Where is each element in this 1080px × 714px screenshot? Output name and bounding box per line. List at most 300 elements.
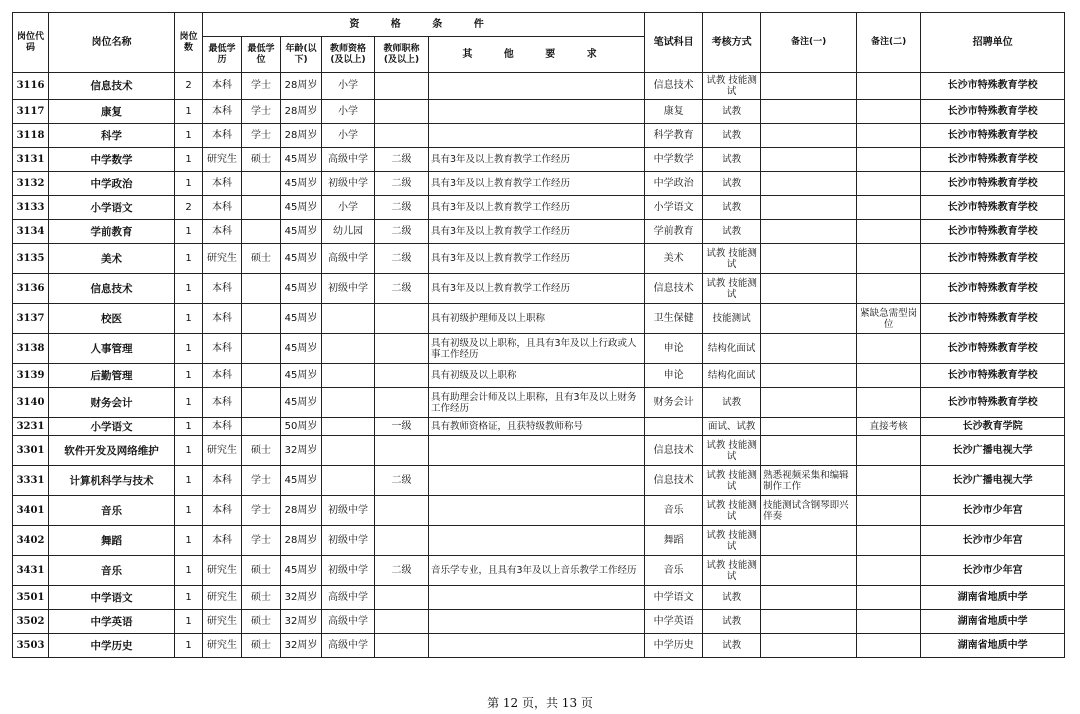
cell-unit: 长沙市特殊教育学校 — [921, 274, 1065, 304]
cell-name: 计算机科学与技术 — [49, 466, 175, 496]
cell-unit: 长沙广播电视大学 — [921, 466, 1065, 496]
cell-title — [375, 73, 429, 100]
cell-age: 28周岁 — [281, 526, 322, 556]
cell-cert — [322, 466, 375, 496]
cell-exam: 中学政治 — [645, 172, 703, 196]
cell-title: 二级 — [375, 274, 429, 304]
cell-note1 — [761, 388, 857, 418]
cell-note1 — [761, 124, 857, 148]
cell-unit: 长沙市少年宫 — [921, 496, 1065, 526]
cell-note1: 熟悉视频采集和编辑制作工作 — [761, 466, 857, 496]
cell-method: 试教 技能测试 — [703, 466, 761, 496]
cell-note1 — [761, 73, 857, 100]
table-row — [13, 610, 1065, 634]
cell-age: 45周岁 — [281, 196, 322, 220]
cell-exam: 信息技术 — [645, 274, 703, 304]
cell-unit: 长沙市少年宫 — [921, 556, 1065, 586]
cell-age: 45周岁 — [281, 364, 322, 388]
header-other: 其 他 要 求 — [429, 37, 645, 73]
cell-code: 3117 — [13, 100, 49, 124]
cell-exam: 舞蹈 — [645, 526, 703, 556]
cell-note2 — [857, 334, 921, 364]
cell-degree — [242, 364, 281, 388]
cell-method: 试教 — [703, 172, 761, 196]
cell-age: 32周岁 — [281, 634, 322, 658]
cell-method: 结构化面试 — [703, 364, 761, 388]
cell-note1 — [761, 220, 857, 244]
cell-edu: 本科 — [203, 364, 242, 388]
cell-cert: 初级中学 — [322, 172, 375, 196]
header-degree: 最低学位 — [242, 37, 281, 73]
cell-cert: 幼儿园 — [322, 220, 375, 244]
cell-name: 康复 — [49, 100, 175, 124]
cell-method: 试教 技能测试 — [703, 73, 761, 100]
cell-note2 — [857, 610, 921, 634]
cell-note2 — [857, 586, 921, 610]
cell-name: 中学英语 — [49, 610, 175, 634]
cell-edu: 本科 — [203, 73, 242, 100]
cell-exam — [645, 418, 703, 436]
table-row — [13, 172, 1065, 196]
cell-note1: 技能测试含钢琴即兴伴奏 — [761, 496, 857, 526]
cell-note1 — [761, 274, 857, 304]
cell-name: 后勤管理 — [49, 364, 175, 388]
cell-note2 — [857, 244, 921, 274]
cell-note1 — [761, 244, 857, 274]
table-row — [13, 586, 1065, 610]
cell-code: 3331 — [13, 466, 49, 496]
cell-edu: 研究生 — [203, 436, 242, 466]
header-note1: 备注(一) — [761, 13, 857, 73]
cell-degree: 硕士 — [242, 556, 281, 586]
cell-cert: 高级中学 — [322, 586, 375, 610]
table-row — [13, 418, 1065, 436]
cell-edu: 研究生 — [203, 244, 242, 274]
cell-exam: 申论 — [645, 334, 703, 364]
cell-note1 — [761, 364, 857, 388]
cell-note1 — [761, 304, 857, 334]
cell-degree: 学士 — [242, 526, 281, 556]
cell-count: 1 — [175, 436, 203, 466]
cell-method: 面试、试教 — [703, 418, 761, 436]
cell-unit: 长沙市特殊教育学校 — [921, 73, 1065, 100]
cell-title: 二级 — [375, 196, 429, 220]
cell-title — [375, 436, 429, 466]
cell-code: 3118 — [13, 124, 49, 148]
cell-other — [429, 610, 645, 634]
cell-exam: 信息技术 — [645, 466, 703, 496]
cell-code: 3431 — [13, 556, 49, 586]
cell-cert: 初级中学 — [322, 274, 375, 304]
cell-method: 试教 — [703, 124, 761, 148]
cell-note1 — [761, 556, 857, 586]
cell-code: 3301 — [13, 436, 49, 466]
cell-age: 45周岁 — [281, 220, 322, 244]
header-age: 年龄(以下) — [281, 37, 322, 73]
table-row — [13, 100, 1065, 124]
cell-note1 — [761, 196, 857, 220]
cell-unit: 长沙市少年宫 — [921, 526, 1065, 556]
cell-name: 音乐 — [49, 556, 175, 586]
cell-title: 二级 — [375, 466, 429, 496]
header-exam: 笔试科目 — [645, 13, 703, 73]
cell-degree: 硕士 — [242, 634, 281, 658]
cell-unit: 湖南省地质中学 — [921, 610, 1065, 634]
table-row — [13, 304, 1065, 334]
cell-unit: 长沙市特殊教育学校 — [921, 124, 1065, 148]
cell-title: 二级 — [375, 220, 429, 244]
cell-code: 3136 — [13, 274, 49, 304]
cell-code: 3501 — [13, 586, 49, 610]
cell-exam: 中学语文 — [645, 586, 703, 610]
cell-exam: 学前教育 — [645, 220, 703, 244]
cell-age: 45周岁 — [281, 148, 322, 172]
cell-other: 具有3年及以上教育教学工作经历 — [429, 220, 645, 244]
cell-count: 1 — [175, 388, 203, 418]
cell-note1 — [761, 634, 857, 658]
cell-name: 舞蹈 — [49, 526, 175, 556]
cell-other: 具有3年及以上教育教学工作经历 — [429, 196, 645, 220]
cell-edu: 本科 — [203, 526, 242, 556]
cell-code: 3135 — [13, 244, 49, 274]
cell-note1 — [761, 526, 857, 556]
cell-cert — [322, 364, 375, 388]
cell-note2 — [857, 100, 921, 124]
header-method: 考核方式 — [703, 13, 761, 73]
cell-cert: 初级中学 — [322, 526, 375, 556]
cell-title: 二级 — [375, 172, 429, 196]
cell-method: 试教 — [703, 148, 761, 172]
table-row — [13, 436, 1065, 466]
cell-note2 — [857, 274, 921, 304]
cell-note2 — [857, 124, 921, 148]
cell-count: 1 — [175, 172, 203, 196]
cell-title: 一级 — [375, 418, 429, 436]
table-row — [13, 148, 1065, 172]
cell-method: 试教 技能测试 — [703, 526, 761, 556]
table-row — [13, 244, 1065, 274]
cell-age: 28周岁 — [281, 124, 322, 148]
cell-unit: 长沙市特殊教育学校 — [921, 100, 1065, 124]
cell-age: 32周岁 — [281, 586, 322, 610]
cell-name: 科学 — [49, 124, 175, 148]
cell-age: 45周岁 — [281, 388, 322, 418]
cell-name: 小学语文 — [49, 418, 175, 436]
cell-unit: 湖南省地质中学 — [921, 634, 1065, 658]
cell-cert: 高级中学 — [322, 244, 375, 274]
cell-title — [375, 634, 429, 658]
cell-note1 — [761, 586, 857, 610]
cell-age: 45周岁 — [281, 556, 322, 586]
cell-other — [429, 100, 645, 124]
cell-title — [375, 334, 429, 364]
cell-exam: 音乐 — [645, 556, 703, 586]
cell-code: 3140 — [13, 388, 49, 418]
cell-note1 — [761, 436, 857, 466]
cell-code: 3137 — [13, 304, 49, 334]
cell-count: 1 — [175, 418, 203, 436]
cell-count: 1 — [175, 634, 203, 658]
cell-name: 音乐 — [49, 496, 175, 526]
header-count: 岗位数 — [175, 13, 203, 73]
cell-other — [429, 496, 645, 526]
cell-edu: 本科 — [203, 418, 242, 436]
cell-name: 信息技术 — [49, 73, 175, 100]
cell-age: 45周岁 — [281, 466, 322, 496]
cell-note2 — [857, 220, 921, 244]
cell-degree — [242, 220, 281, 244]
cell-name: 人事管理 — [49, 334, 175, 364]
cell-code: 3133 — [13, 196, 49, 220]
page-footer: 第 12 页，共 13 页 — [487, 696, 593, 710]
cell-cert — [322, 304, 375, 334]
header-cert: 教师资格(及以上) — [322, 37, 375, 73]
cell-name: 中学政治 — [49, 172, 175, 196]
cell-method: 试教 技能测试 — [703, 496, 761, 526]
table-row — [13, 556, 1065, 586]
cell-method: 试教 — [703, 100, 761, 124]
cell-other: 具有初级护理师及以上职称 — [429, 304, 645, 334]
header-title: 教师职称(及以上) — [375, 37, 429, 73]
cell-name: 中学语文 — [49, 586, 175, 610]
cell-degree: 学士 — [242, 73, 281, 100]
cell-other — [429, 124, 645, 148]
cell-count: 1 — [175, 466, 203, 496]
cell-exam: 中学英语 — [645, 610, 703, 634]
cell-method: 试教 技能测试 — [703, 274, 761, 304]
cell-name: 小学语文 — [49, 196, 175, 220]
cell-degree — [242, 418, 281, 436]
cell-note2 — [857, 556, 921, 586]
cell-degree: 硕士 — [242, 610, 281, 634]
cell-title — [375, 526, 429, 556]
cell-method: 试教 技能测试 — [703, 556, 761, 586]
cell-edu: 本科 — [203, 172, 242, 196]
cell-cert — [322, 388, 375, 418]
cell-exam: 卫生保健 — [645, 304, 703, 334]
cell-edu: 本科 — [203, 496, 242, 526]
cell-note1 — [761, 148, 857, 172]
cell-note2 — [857, 526, 921, 556]
cell-count: 1 — [175, 100, 203, 124]
cell-degree — [242, 196, 281, 220]
cell-note2 — [857, 364, 921, 388]
table-row — [13, 526, 1065, 556]
header-qualifications: 资 格 条 件 — [203, 13, 645, 37]
cell-note2 — [857, 634, 921, 658]
cell-unit: 长沙市特殊教育学校 — [921, 304, 1065, 334]
cell-age: 45周岁 — [281, 334, 322, 364]
cell-unit: 长沙市特殊教育学校 — [921, 364, 1065, 388]
cell-degree: 学士 — [242, 466, 281, 496]
cell-cert: 高级中学 — [322, 148, 375, 172]
cell-edu: 研究生 — [203, 610, 242, 634]
cell-other: 具有初级及以上职称 — [429, 364, 645, 388]
header-unit: 招聘单位 — [921, 13, 1065, 73]
cell-title: 二级 — [375, 556, 429, 586]
cell-other — [429, 436, 645, 466]
cell-degree — [242, 334, 281, 364]
cell-other: 具有教师资格证，且获特级教师称号 — [429, 418, 645, 436]
cell-cert: 初级中学 — [322, 496, 375, 526]
recruitment-table — [12, 12, 1065, 658]
cell-cert — [322, 334, 375, 364]
cell-name: 校医 — [49, 304, 175, 334]
cell-degree: 硕士 — [242, 586, 281, 610]
cell-count: 1 — [175, 364, 203, 388]
cell-note1 — [761, 334, 857, 364]
cell-unit: 长沙市特殊教育学校 — [921, 244, 1065, 274]
cell-count: 1 — [175, 496, 203, 526]
cell-code: 3401 — [13, 496, 49, 526]
cell-cert — [322, 436, 375, 466]
cell-unit: 长沙市特殊教育学校 — [921, 196, 1065, 220]
cell-degree — [242, 172, 281, 196]
cell-count: 1 — [175, 586, 203, 610]
cell-name: 学前教育 — [49, 220, 175, 244]
cell-edu: 本科 — [203, 388, 242, 418]
cell-exam: 科学教育 — [645, 124, 703, 148]
cell-method: 试教 — [703, 610, 761, 634]
table-row — [13, 124, 1065, 148]
cell-edu: 本科 — [203, 124, 242, 148]
table-row — [13, 274, 1065, 304]
cell-other: 具有助理会计师及以上职称，且有3年及以上财务工作经历 — [429, 388, 645, 418]
cell-unit: 长沙市特殊教育学校 — [921, 148, 1065, 172]
cell-edu: 本科 — [203, 196, 242, 220]
cell-count: 1 — [175, 304, 203, 334]
cell-other: 具有3年及以上教育教学工作经历 — [429, 274, 645, 304]
cell-code: 3134 — [13, 220, 49, 244]
cell-count: 1 — [175, 274, 203, 304]
cell-method: 试教 — [703, 196, 761, 220]
cell-note2 — [857, 172, 921, 196]
cell-edu: 本科 — [203, 274, 242, 304]
cell-count: 1 — [175, 244, 203, 274]
header-name: 岗位名称 — [49, 13, 175, 73]
table-row — [13, 634, 1065, 658]
cell-degree — [242, 274, 281, 304]
cell-age: 28周岁 — [281, 73, 322, 100]
cell-title — [375, 586, 429, 610]
cell-other — [429, 526, 645, 556]
cell-note2 — [857, 388, 921, 418]
cell-code: 3503 — [13, 634, 49, 658]
header-edu: 最低学历 — [203, 37, 242, 73]
cell-age: 28周岁 — [281, 100, 322, 124]
cell-code: 3131 — [13, 148, 49, 172]
cell-exam: 音乐 — [645, 496, 703, 526]
cell-age: 32周岁 — [281, 436, 322, 466]
cell-other — [429, 73, 645, 100]
cell-degree: 硕士 — [242, 148, 281, 172]
cell-note1 — [761, 172, 857, 196]
cell-age: 45周岁 — [281, 172, 322, 196]
cell-code: 3116 — [13, 73, 49, 100]
cell-other — [429, 634, 645, 658]
cell-note2 — [857, 496, 921, 526]
cell-edu: 研究生 — [203, 148, 242, 172]
table-body — [13, 73, 1065, 658]
cell-code: 3139 — [13, 364, 49, 388]
cell-exam: 小学语文 — [645, 196, 703, 220]
cell-note1 — [761, 610, 857, 634]
cell-count: 1 — [175, 526, 203, 556]
cell-method: 试教 技能测试 — [703, 244, 761, 274]
cell-other — [429, 586, 645, 610]
cell-title — [375, 610, 429, 634]
cell-other: 具有初级及以上职称，且具有3年及以上行政或人事工作经历 — [429, 334, 645, 364]
cell-cert: 小学 — [322, 124, 375, 148]
cell-note2 — [857, 436, 921, 466]
cell-degree: 硕士 — [242, 244, 281, 274]
cell-unit: 长沙教育学院 — [921, 418, 1065, 436]
cell-exam: 美术 — [645, 244, 703, 274]
cell-degree — [242, 304, 281, 334]
cell-cert: 小学 — [322, 73, 375, 100]
cell-other: 具有3年及以上教育教学工作经历 — [429, 172, 645, 196]
cell-method: 试教 — [703, 634, 761, 658]
cell-exam: 申论 — [645, 364, 703, 388]
cell-count: 2 — [175, 73, 203, 100]
cell-note2 — [857, 196, 921, 220]
cell-edu: 研究生 — [203, 634, 242, 658]
cell-edu: 本科 — [203, 466, 242, 496]
cell-age: 28周岁 — [281, 496, 322, 526]
cell-exam: 财务会计 — [645, 388, 703, 418]
cell-cert: 高级中学 — [322, 610, 375, 634]
cell-degree — [242, 388, 281, 418]
cell-name: 软件开发及网络维护 — [49, 436, 175, 466]
cell-unit: 长沙广播电视大学 — [921, 436, 1065, 466]
cell-note1 — [761, 418, 857, 436]
cell-method: 试教 — [703, 388, 761, 418]
cell-count: 1 — [175, 556, 203, 586]
cell-code: 3402 — [13, 526, 49, 556]
cell-exam: 信息技术 — [645, 73, 703, 100]
cell-cert: 初级中学 — [322, 556, 375, 586]
cell-code: 3231 — [13, 418, 49, 436]
cell-note1 — [761, 100, 857, 124]
cell-unit: 长沙市特殊教育学校 — [921, 172, 1065, 196]
cell-method: 试教 技能测试 — [703, 436, 761, 466]
cell-count: 1 — [175, 124, 203, 148]
cell-name: 中学历史 — [49, 634, 175, 658]
cell-exam: 中学数学 — [645, 148, 703, 172]
cell-title — [375, 496, 429, 526]
table-row — [13, 334, 1065, 364]
cell-count: 1 — [175, 334, 203, 364]
cell-cert: 高级中学 — [322, 634, 375, 658]
cell-code: 3132 — [13, 172, 49, 196]
cell-exam: 信息技术 — [645, 436, 703, 466]
header-note2: 备注(二) — [857, 13, 921, 73]
cell-name: 财务会计 — [49, 388, 175, 418]
cell-degree: 学士 — [242, 124, 281, 148]
cell-count: 1 — [175, 148, 203, 172]
table-row — [13, 220, 1065, 244]
cell-title — [375, 124, 429, 148]
cell-count: 2 — [175, 196, 203, 220]
cell-name: 中学数学 — [49, 148, 175, 172]
cell-age: 45周岁 — [281, 244, 322, 274]
cell-degree: 学士 — [242, 100, 281, 124]
cell-name: 信息技术 — [49, 274, 175, 304]
cell-other — [429, 466, 645, 496]
cell-edu: 本科 — [203, 220, 242, 244]
cell-degree: 硕士 — [242, 436, 281, 466]
cell-unit: 湖南省地质中学 — [921, 586, 1065, 610]
